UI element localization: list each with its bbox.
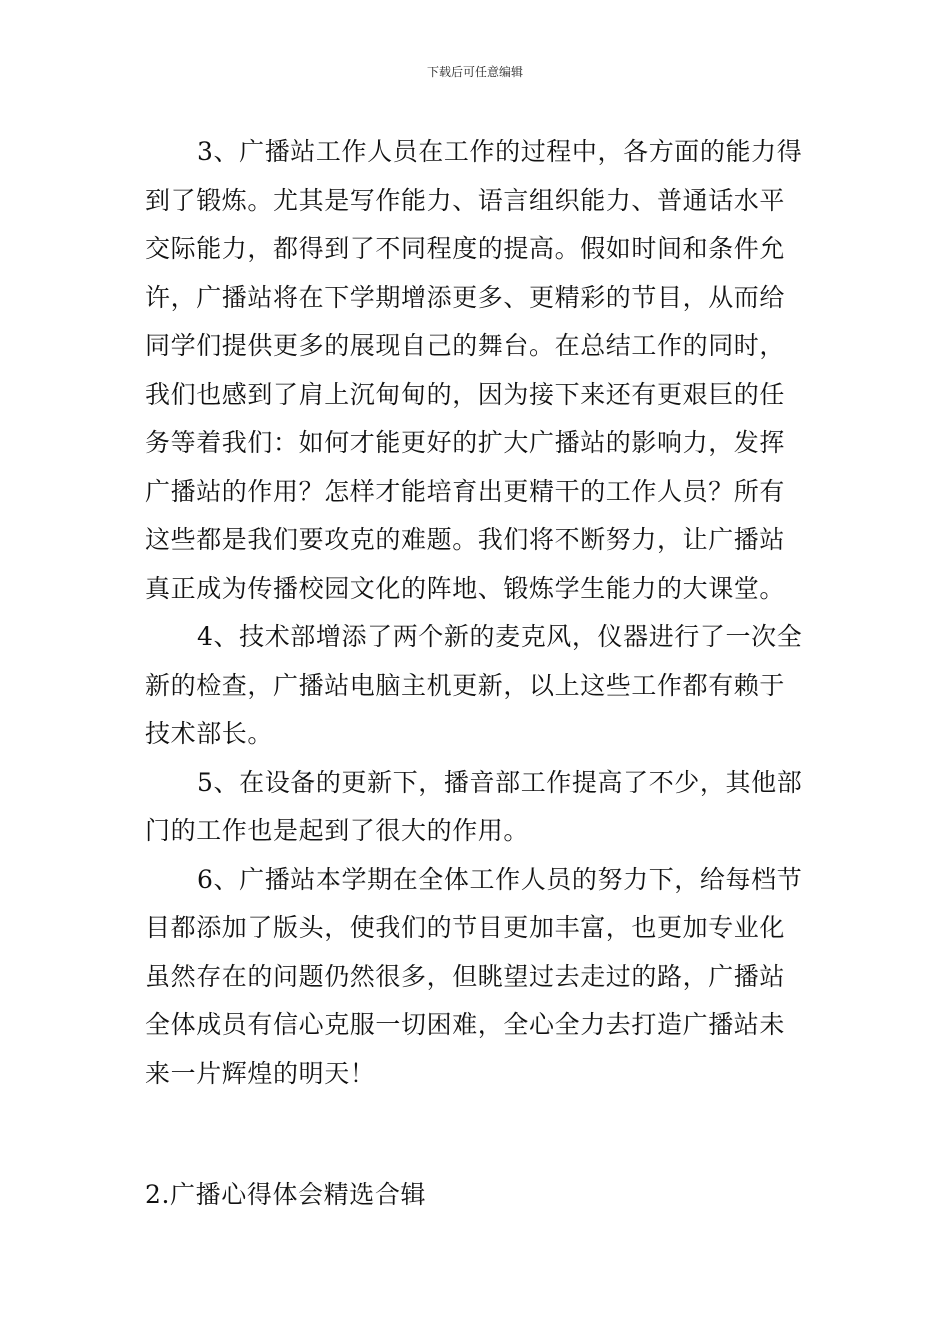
text-line: 4、技术部增添了两个新的麦克风，仪器进行了一次全	[197, 622, 803, 651]
text-line: 我们也感到了肩上沉甸甸的，因为接下来还有更艰巨的任	[145, 379, 786, 409]
text-line: 真正成为传播校园文化的阵地、锻炼学生能力的大课堂。	[145, 573, 786, 603]
section-heading: 2.广播心得体会精选合辑	[145, 1180, 427, 1209]
text-line: 3、广播站工作人员在工作的过程中，各方面的能力得	[197, 137, 803, 166]
text-line: 6、广播站本学期在全体工作人员的努力下，给每档节	[197, 864, 803, 894]
text-line: 新的检查，广播站电脑主机更新，以上这些工作都有赖于	[145, 670, 786, 700]
text-line: 目都添加了版头，使我们的节目更加丰富，也更加专业化	[145, 913, 786, 942]
text-line: 技术部长。	[145, 719, 274, 748]
text-line: 务等着我们：如何才能更好的扩大广播站的影响力，发挥	[145, 428, 786, 457]
text-line: 到了锻炼。尤其是写作能力、语言组织能力、普通话水平	[145, 185, 786, 215]
text-line: 门的工作也是起到了很大的作用。	[145, 816, 530, 845]
text-line: 全体成员有信心克服一切困难，全心全力去打造广播站未	[145, 1010, 786, 1039]
text-line: 5、在设备的更新下，播音部工作提高了不少，其他部	[197, 767, 803, 797]
text-line: 同学们提供更多的展现自己的舞台。在总结工作的同时，	[145, 331, 786, 360]
document-body	[145, 128, 807, 1098]
page-header: 下载后可任意编辑	[426, 65, 523, 79]
text-line: 广播站的作用？怎样才能培育出更精干的工作人员？所有	[145, 476, 786, 506]
text-line: 许，广播站将在下学期增添更多、更精彩的节目，从而给	[145, 282, 786, 312]
text-line: 这些都是我们要攻克的难题。我们将不断努力，让广播站	[145, 525, 786, 554]
text-line: 来一片辉煌的明天！	[145, 1058, 376, 1088]
text-line: 交际能力，都得到了不同程度的提高。假如时间和条件允	[145, 234, 786, 263]
text-line: 虽然存在的问题仍然很多，但眺望过去走过的路，广播站	[145, 961, 786, 991]
